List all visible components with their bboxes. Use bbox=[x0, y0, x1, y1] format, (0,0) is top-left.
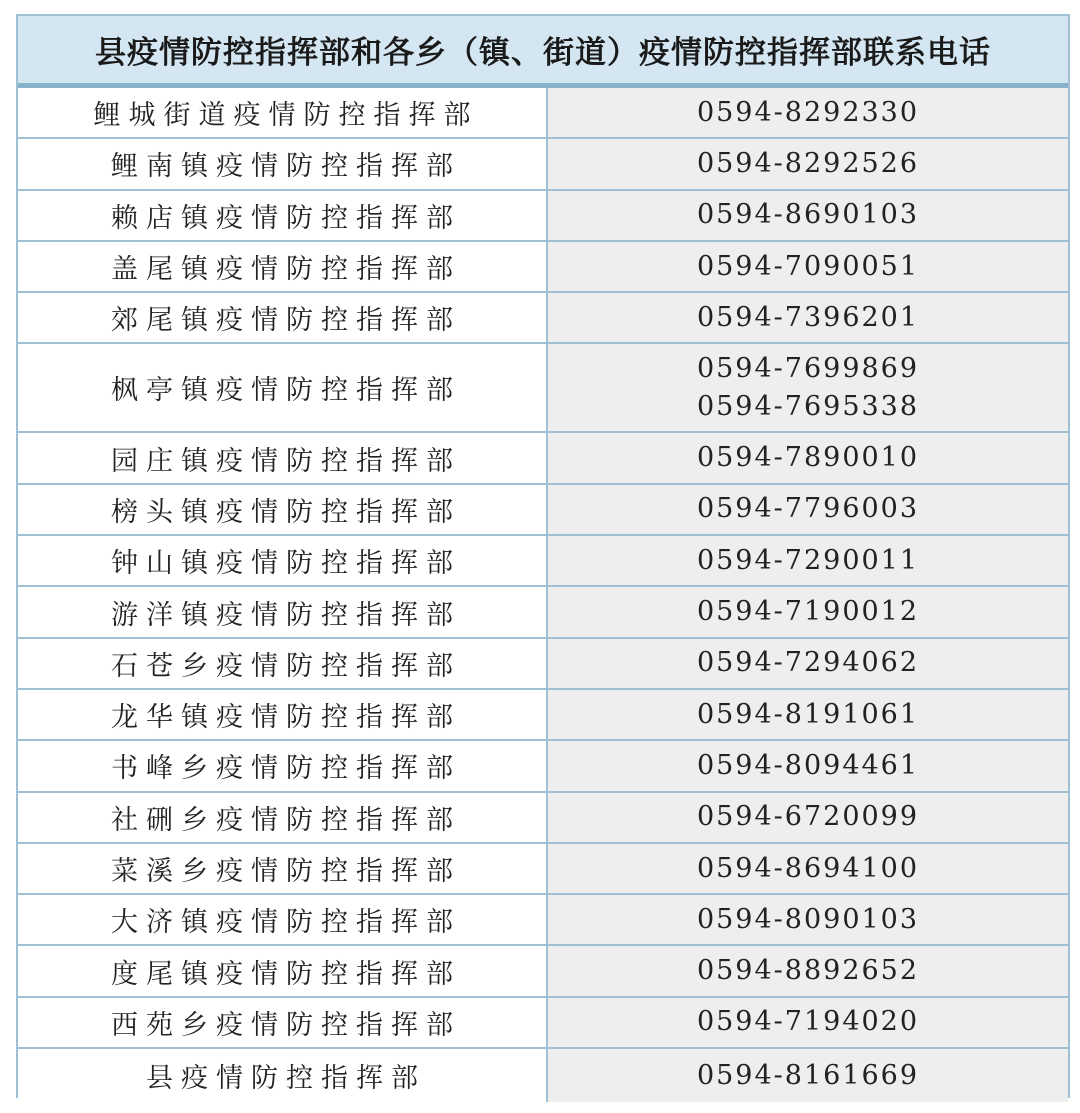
office-name: 龙华镇疫情防控指挥部 bbox=[18, 690, 548, 739]
table-row bbox=[18, 242, 1068, 293]
phone-cell bbox=[548, 293, 1068, 342]
phone-number: 0594-8161669 bbox=[696, 1059, 920, 1091]
phone-cell bbox=[548, 998, 1068, 1047]
office-name: 书峰乡疫情防控指挥部 bbox=[18, 741, 548, 790]
table-row bbox=[18, 587, 1068, 638]
office-name: 榜头镇疫情防控指挥部 bbox=[18, 485, 548, 534]
phone-number: 0594-8690103 bbox=[696, 199, 920, 231]
office-name: 县疫情防控指挥部 bbox=[18, 1049, 548, 1102]
table-row bbox=[18, 139, 1068, 190]
contact-table bbox=[16, 14, 1070, 1098]
office-name: 度尾镇疫情防控指挥部 bbox=[18, 946, 548, 995]
table-row bbox=[18, 639, 1068, 690]
table-row bbox=[18, 536, 1068, 587]
phone-cell bbox=[548, 639, 1068, 688]
table-row bbox=[18, 433, 1068, 484]
office-name: 石苍乡疫情防控指挥部 bbox=[18, 639, 548, 688]
table-row bbox=[18, 88, 1068, 139]
phone-cell bbox=[548, 895, 1068, 944]
phone-number: 0594-7194020 bbox=[696, 1006, 920, 1038]
office-name: 园庄镇疫情防控指挥部 bbox=[18, 433, 548, 482]
phone-number: 0594-7796003 bbox=[696, 493, 920, 525]
phone-number: 0594-8892652 bbox=[696, 955, 920, 987]
office-name: 菜溪乡疫情防控指挥部 bbox=[18, 844, 548, 893]
office-name: 社硎乡疫情防控指挥部 bbox=[18, 793, 548, 842]
phone-cell bbox=[548, 946, 1068, 995]
table-row bbox=[18, 485, 1068, 536]
table-row bbox=[18, 844, 1068, 895]
phone-cell bbox=[548, 536, 1068, 585]
phone-cell bbox=[548, 587, 1068, 636]
phone-cell bbox=[548, 741, 1068, 790]
phone-number: 0594-7699869 bbox=[696, 352, 920, 384]
table-row bbox=[18, 741, 1068, 792]
office-name: 鲤南镇疫情防控指挥部 bbox=[18, 139, 548, 188]
phone-number: 0594-7190012 bbox=[696, 596, 920, 628]
phone-number: 0594-8694100 bbox=[696, 852, 920, 884]
phone-number: 0594-8191061 bbox=[696, 698, 920, 730]
phone-cell bbox=[548, 191, 1068, 240]
table-row bbox=[18, 191, 1068, 242]
table-row bbox=[18, 998, 1068, 1049]
phone-number: 0594-7090051 bbox=[696, 250, 920, 282]
phone-number: 0594-7290011 bbox=[696, 544, 920, 576]
office-name: 赖店镇疫情防控指挥部 bbox=[18, 191, 548, 240]
phone-number: 0594-8090103 bbox=[696, 903, 920, 935]
phone-cell bbox=[548, 485, 1068, 534]
office-name: 盖尾镇疫情防控指挥部 bbox=[18, 242, 548, 291]
phone-cell bbox=[548, 793, 1068, 842]
office-name: 枫亭镇疫情防控指挥部 bbox=[18, 344, 548, 431]
phone-cell bbox=[548, 139, 1068, 188]
phone-number: 0594-6720099 bbox=[696, 801, 920, 833]
table-row bbox=[18, 793, 1068, 844]
phone-number: 0594-8094461 bbox=[696, 749, 920, 781]
office-name: 游洋镇疫情防控指挥部 bbox=[18, 587, 548, 636]
table-row bbox=[18, 946, 1068, 997]
table-title: 县疫情防控指挥部和各乡（镇、街道）疫情防控指挥部联系电话 bbox=[95, 35, 991, 71]
phone-cell bbox=[548, 344, 1068, 431]
table-row bbox=[18, 690, 1068, 741]
office-name: 鲤城街道疫情防控指挥部 bbox=[18, 88, 548, 137]
table-row bbox=[18, 293, 1068, 344]
office-name: 大济镇疫情防控指挥部 bbox=[18, 895, 548, 944]
phone-number: 0594-7396201 bbox=[696, 301, 920, 333]
phone-cell bbox=[548, 88, 1068, 137]
phone-number: 0594-7890010 bbox=[696, 442, 920, 474]
phone-cell bbox=[548, 844, 1068, 893]
phone-number: 0594-8292526 bbox=[696, 147, 920, 179]
phone-cell bbox=[548, 1049, 1068, 1102]
phone-number: 0594-7695338 bbox=[696, 390, 920, 422]
table-row bbox=[18, 895, 1068, 946]
office-name: 郊尾镇疫情防控指挥部 bbox=[18, 293, 548, 342]
office-name: 钟山镇疫情防控指挥部 bbox=[18, 536, 548, 585]
table-body bbox=[18, 88, 1068, 1102]
phone-cell bbox=[548, 690, 1068, 739]
phone-cell bbox=[548, 433, 1068, 482]
phone-number: 0594-7294062 bbox=[696, 647, 920, 679]
phone-cell bbox=[548, 242, 1068, 291]
phone-number: 0594-8292330 bbox=[696, 96, 920, 128]
office-name: 西苑乡疫情防控指挥部 bbox=[18, 998, 548, 1047]
table-row bbox=[18, 344, 1068, 433]
table-header bbox=[18, 16, 1068, 88]
table-row bbox=[18, 1049, 1068, 1102]
